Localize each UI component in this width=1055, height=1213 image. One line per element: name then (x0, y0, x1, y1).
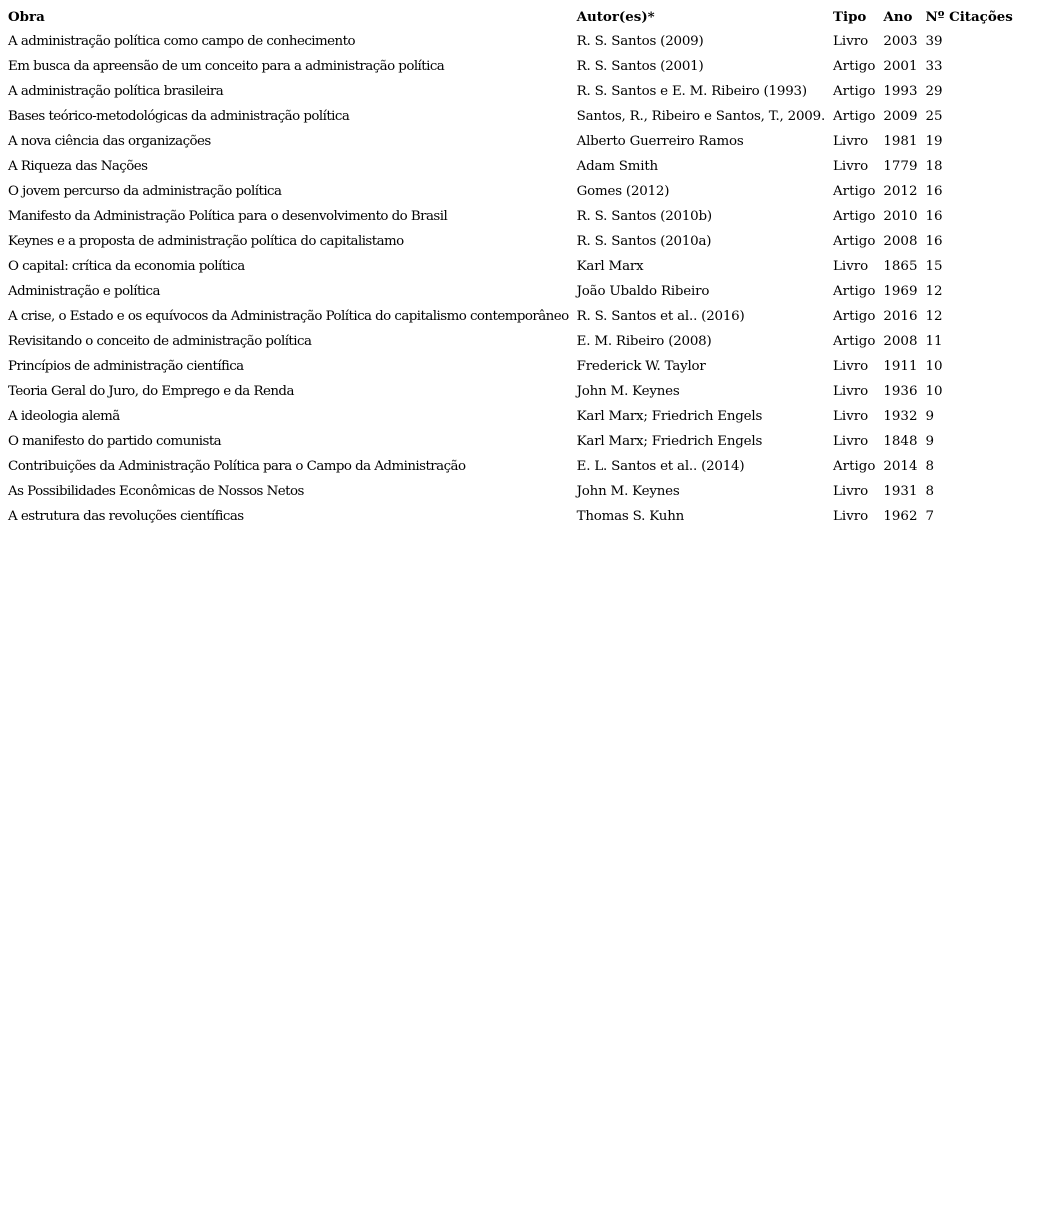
cell-autor: Frederick W. Taylor (576, 359, 706, 374)
cell-ano: 2008 (883, 234, 918, 249)
cell-obra: Princípios de administração científica (8, 359, 244, 374)
header-obra: Obra (8, 9, 45, 25)
cell-ano: 1936 (883, 384, 918, 399)
cell-autor: Gomes (2012) (576, 184, 670, 199)
table-row (4, 104, 1017, 129)
cell-obra: A nova ciência das organizações (8, 134, 211, 149)
cell-obra: Bases teórico-metodológicas da administração política (8, 109, 350, 124)
cell-citacoes: 39 (925, 34, 943, 49)
table-row (4, 479, 1017, 504)
cell-ano: 1969 (883, 284, 918, 299)
cell-tipo: Artigo (833, 459, 876, 474)
cell-citacoes: 25 (925, 109, 943, 124)
cell-obra: A estrutura das revoluções científicas (8, 509, 244, 524)
cell-ano: 2001 (883, 59, 918, 74)
cell-citacoes: 19 (925, 134, 943, 149)
cell-ano: 1962 (883, 509, 918, 524)
header-row (4, 5, 1017, 29)
cell-ano: 1993 (883, 84, 918, 99)
cell-ano: 1911 (883, 359, 918, 374)
cell-autor: Alberto Guerreiro Ramos (576, 134, 744, 149)
table-row (4, 304, 1017, 329)
table-row (4, 254, 1017, 279)
cell-tipo: Livro (833, 509, 869, 524)
table-row (4, 179, 1017, 204)
table-body (4, 29, 1017, 529)
cell-citacoes: 29 (925, 84, 943, 99)
cell-obra: A crise, o Estado e os equívocos da Administração Política do capitalismo contemporâneo (8, 309, 569, 324)
cell-tipo: Artigo (833, 109, 876, 124)
cell-obra: A administração política como campo de conhecimento (8, 34, 355, 49)
cell-obra: Contribuições da Administração Política para o Campo da Administração (8, 459, 466, 474)
cell-autor: Thomas S. Kuhn (576, 509, 685, 524)
cell-citacoes: 8 (925, 459, 934, 474)
table-row (4, 454, 1017, 479)
cell-ano: 2008 (883, 334, 918, 349)
cell-citacoes: 10 (925, 384, 943, 399)
table-header (4, 5, 1017, 29)
cell-autor: John M. Keynes (576, 384, 680, 399)
cell-autor: R. S. Santos (2009) (576, 34, 704, 49)
cell-obra: Revisitando o conceito de administração política (8, 334, 312, 349)
cell-citacoes: 11 (925, 334, 943, 349)
table-row (4, 129, 1017, 154)
header-ano: Ano (883, 9, 913, 25)
cell-citacoes: 9 (925, 434, 934, 449)
cell-citacoes: 16 (925, 184, 943, 199)
cell-obra: A administração política brasileira (8, 84, 224, 99)
cell-citacoes: 7 (925, 509, 934, 524)
cell-obra: As Possibilidades Econômicas de Nossos Netos (8, 484, 304, 499)
cell-ano: 2014 (883, 459, 918, 474)
cell-tipo: Livro (833, 434, 869, 449)
cell-citacoes: 15 (925, 259, 943, 274)
cell-ano: 2003 (883, 34, 918, 49)
table-row (4, 329, 1017, 354)
table-row (4, 279, 1017, 304)
cell-obra: Keynes e a proposta de administração política do capitalistamo (8, 234, 404, 249)
cell-ano: 1981 (883, 134, 918, 149)
cell-tipo: Livro (833, 484, 869, 499)
cell-citacoes: 16 (925, 234, 943, 249)
cell-ano: 2009 (883, 109, 918, 124)
cell-tipo: Livro (833, 34, 869, 49)
cell-tipo: Artigo (833, 184, 876, 199)
cell-obra: O capital: crítica da economia política (8, 259, 245, 274)
cell-autor: Karl Marx; Friedrich Engels (576, 434, 763, 449)
table-row (4, 379, 1017, 404)
cell-autor: R. S. Santos (2001) (576, 59, 704, 74)
cell-tipo: Livro (833, 259, 869, 274)
cell-citacoes: 10 (925, 359, 943, 374)
table-row (4, 204, 1017, 229)
cell-autor: João Ubaldo Ribeiro (576, 284, 710, 299)
cell-obra: Administração e política (8, 284, 160, 299)
cell-tipo: Livro (833, 384, 869, 399)
cell-ano: 1932 (883, 409, 918, 424)
table-row (4, 154, 1017, 179)
cell-citacoes: 18 (925, 159, 943, 174)
cell-obra: A ideologia alemã (8, 409, 120, 424)
cell-autor: R. S. Santos (2010a) (576, 234, 712, 249)
cell-obra: Em busca da apreensão de um conceito para a administração política (8, 59, 445, 74)
cell-obra: O manifesto do partido comunista (8, 434, 222, 449)
cell-ano: 2012 (883, 184, 918, 199)
cell-tipo: Livro (833, 159, 869, 174)
table-row (4, 404, 1017, 429)
cell-tipo: Artigo (833, 209, 876, 224)
table-row (4, 429, 1017, 454)
header-tipo: Tipo (833, 9, 867, 25)
cell-citacoes: 12 (925, 284, 943, 299)
cell-autor: Santos, R., Ribeiro e Santos, T., 2009. (576, 109, 826, 124)
cell-ano: 2016 (883, 309, 918, 324)
table-row (4, 54, 1017, 79)
cell-ano: 1865 (883, 259, 918, 274)
cell-obra: Teoria Geral do Juro, do Emprego e da Renda (8, 384, 294, 399)
cell-tipo: Artigo (833, 334, 876, 349)
cell-autor: R. S. Santos (2010b) (576, 209, 712, 224)
header-citacoes: Nº Citações (925, 9, 1013, 25)
cell-autor: R. S. Santos e E. M. Ribeiro (1993) (576, 84, 807, 99)
cell-citacoes: 8 (925, 484, 934, 499)
header-autor: Autor(es)* (576, 9, 655, 25)
cell-autor: Adam Smith (576, 159, 658, 174)
cell-citacoes: 16 (925, 209, 943, 224)
cell-citacoes: 33 (925, 59, 943, 74)
table-row (4, 79, 1017, 104)
cell-citacoes: 9 (925, 409, 934, 424)
cell-tipo: Artigo (833, 309, 876, 324)
cell-autor: E. L. Santos et al.. (2014) (576, 459, 745, 474)
table-row (4, 354, 1017, 379)
cell-ano: 1779 (883, 159, 918, 174)
cell-ano: 1848 (883, 434, 918, 449)
cell-ano: 2010 (883, 209, 918, 224)
cell-autor: Karl Marx (576, 259, 644, 274)
cell-citacoes: 12 (925, 309, 943, 324)
table-row (4, 229, 1017, 254)
cell-autor: R. S. Santos et al.. (2016) (576, 309, 745, 324)
citations-table (4, 5, 1017, 529)
cell-tipo: Artigo (833, 284, 876, 299)
cell-autor: Karl Marx; Friedrich Engels (576, 409, 763, 424)
cell-tipo: Artigo (833, 59, 876, 74)
table-row (4, 504, 1017, 529)
table-row (4, 29, 1017, 54)
cell-obra: A Riqueza das Nações (8, 159, 148, 174)
cell-tipo: Livro (833, 359, 869, 374)
cell-autor: John M. Keynes (576, 484, 680, 499)
cell-tipo: Livro (833, 409, 869, 424)
cell-tipo: Artigo (833, 234, 876, 249)
cell-autor: E. M. Ribeiro (2008) (576, 334, 712, 349)
cell-tipo: Livro (833, 134, 869, 149)
cell-obra: O jovem percurso da administração política (8, 184, 282, 199)
cell-ano: 1931 (883, 484, 918, 499)
cell-tipo: Artigo (833, 84, 876, 99)
cell-obra: Manifesto da Administração Política para o desenvolvimento do Brasil (8, 209, 448, 224)
